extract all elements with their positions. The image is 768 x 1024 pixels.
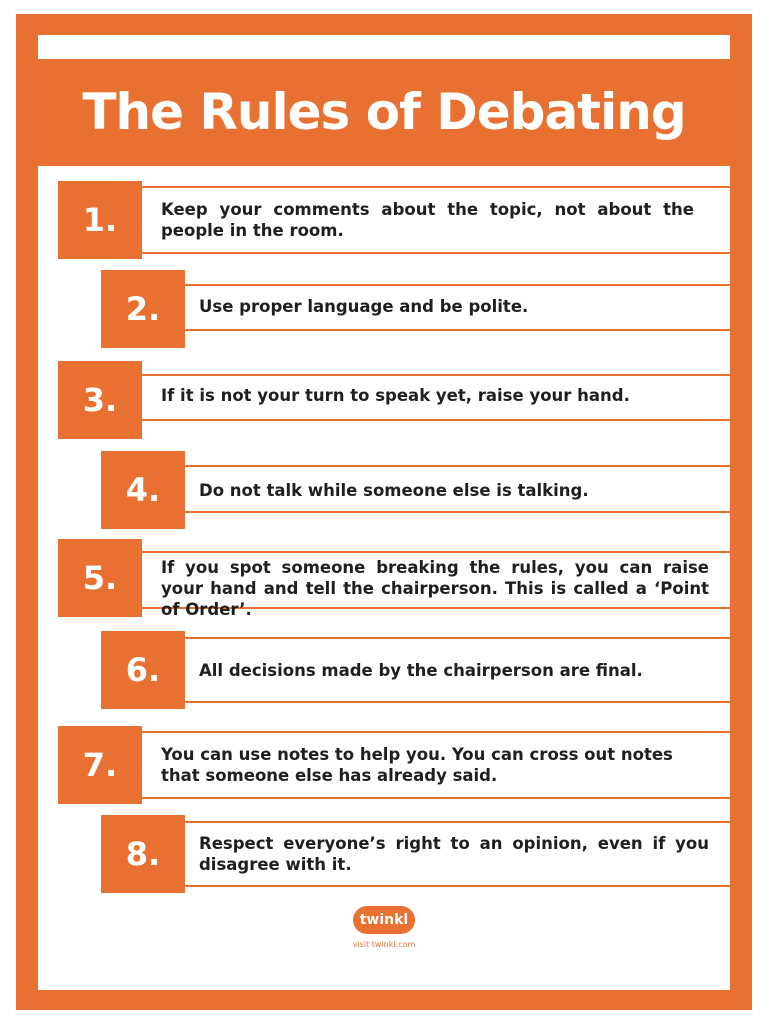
rule-line-top [184,637,731,639]
rule-number: 6. [101,631,185,709]
rule-line-top [141,374,731,376]
poster-title: The Rules of Debating [82,83,686,141]
rule-number: 2. [101,270,185,348]
rule-line-bottom [184,511,731,513]
rule-line-bottom [184,885,731,887]
rule-text: If it is not your turn to speak yet, raise your hand. [161,386,630,405]
rule-line-top [141,731,731,733]
rule-text: Use proper language and be polite. [199,297,529,316]
rule-line-top [184,284,731,286]
rule-line-bottom [141,419,731,421]
rule-number: 5. [58,539,142,617]
rule-number: 8. [101,815,185,893]
rule-text: Keep your comments about the topic, not about the people in the room. [161,200,694,240]
rule-text: All decisions made by the chairperson are final. [199,661,643,680]
rule-number: 7. [58,726,142,804]
rule-line-top [141,186,731,188]
logo-tagline: visit twinkl.com [352,940,416,949]
rule-text: Do not talk while someone else is talking. [199,481,589,500]
rule-line-top [184,821,731,823]
rule-number: 1. [58,181,142,259]
rule-line-bottom [141,797,731,799]
rule-line-bottom [141,252,731,254]
rule-number: 4. [101,451,185,529]
rule-text: If you spot someone breaking the rules, you can raise your hand and tell the chairperson. This is called a ‘Point of Order’. [161,558,709,619]
rule-line-top [141,551,731,553]
twinkl-logo [345,906,423,956]
rule-line-bottom [184,329,731,331]
rule-line-top [184,465,731,467]
rule-number: 3. [58,361,142,439]
rule-text: You can use notes to help you. You can cross out notes that someone else has already said. [161,745,673,785]
rule-line-bottom [184,701,731,703]
logo-badge: twinkl [353,906,415,934]
rule-text: Respect everyone’s right to an opinion, even if you disagree with it. [199,834,709,874]
top-white-strip [38,35,730,59]
